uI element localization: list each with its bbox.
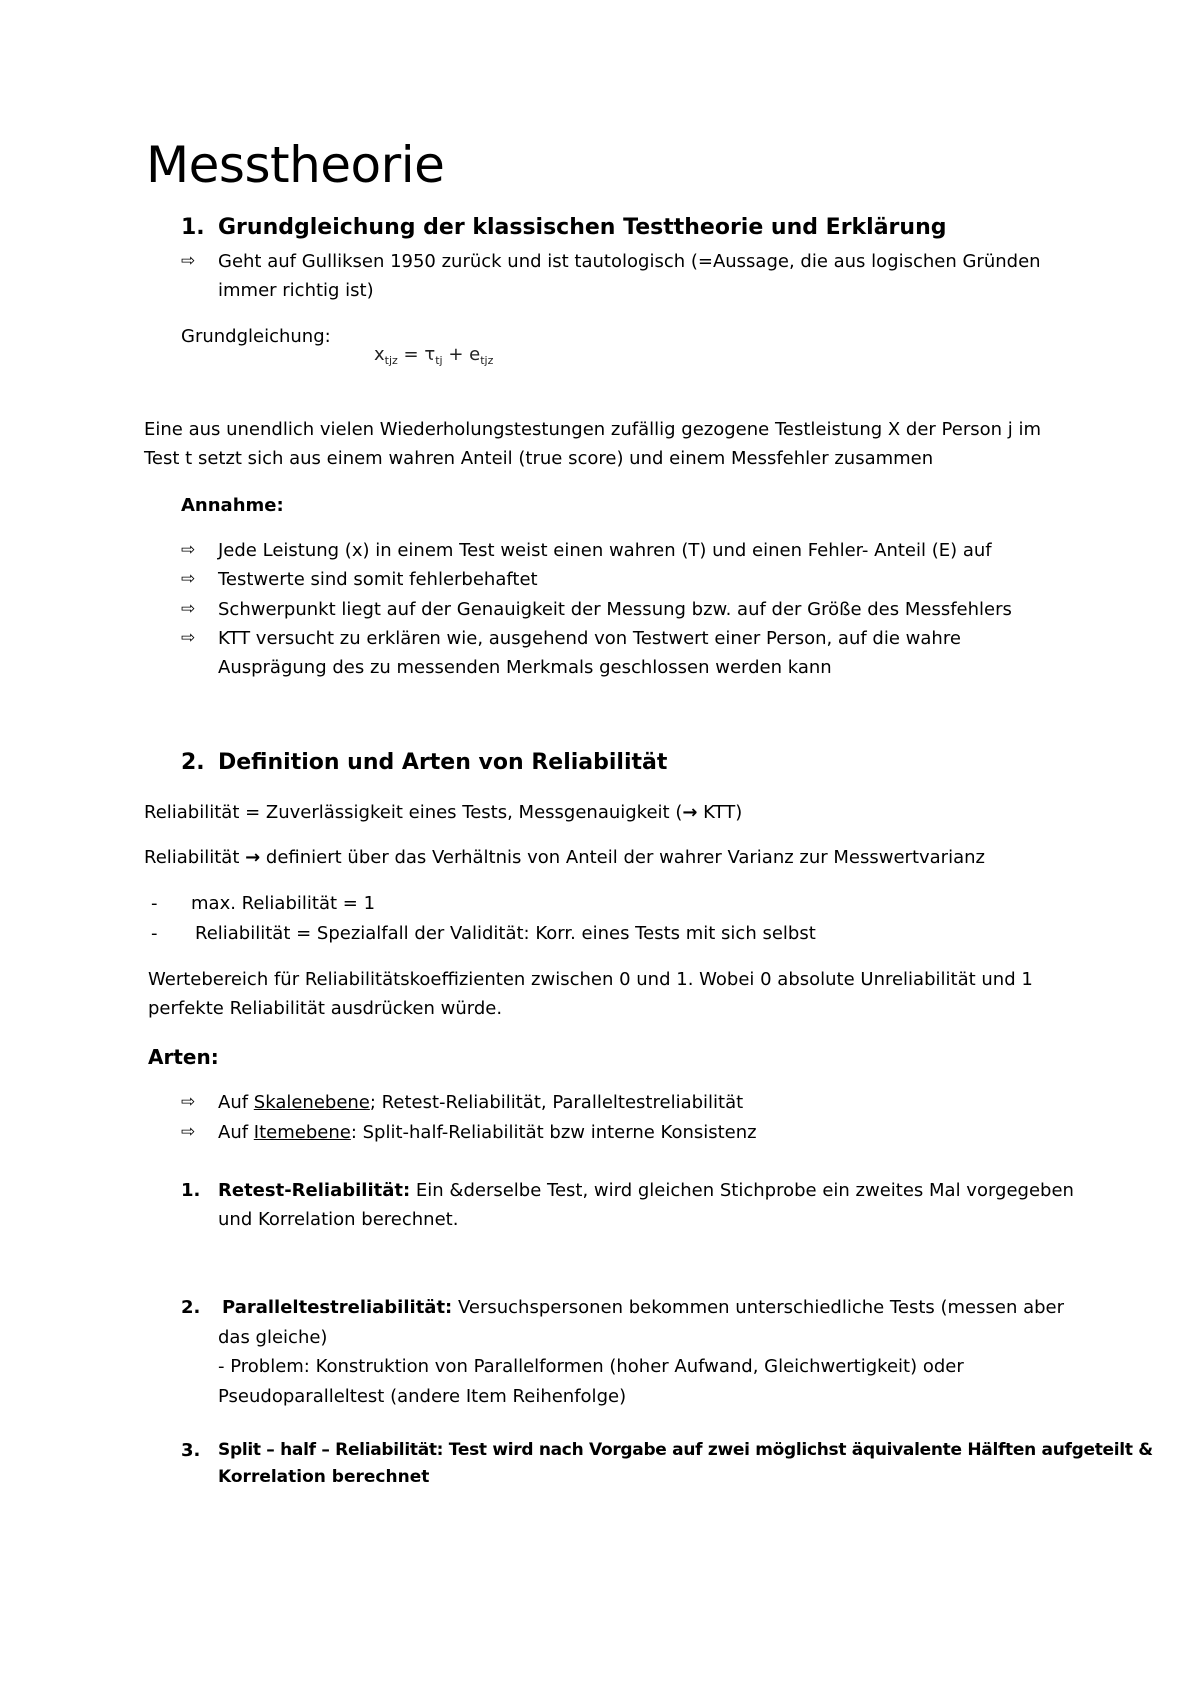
section-2-number: 2.: [181, 750, 205, 775]
section-1-heading: Grundgleichung der klassischen Testtheorie und Erklärung: [218, 215, 947, 240]
definition-2: [144, 849, 985, 867]
annahme-item: Testwerte sind somit fehlerbehaftet: [218, 569, 538, 590]
definition-2-end: definiert über das Verhältnis von Anteil der wahrer Varianz zur Messwertvarianz: [260, 847, 985, 868]
arrow-icon: ⇨: [181, 628, 196, 648]
arten-item-underlined: Itemebene: [253, 1122, 351, 1143]
arten-item-prefix: Auf: [218, 1122, 254, 1143]
numbered-item-number: 3.: [181, 1440, 201, 1461]
numbered-item-number: 1.: [181, 1180, 201, 1201]
formula-tau-sub: tj: [435, 354, 443, 367]
numbered-item-label: Paralleltestreliabilität:: [222, 1297, 453, 1318]
annahme-label: Annahme:: [181, 495, 284, 516]
right-arrow-icon: →: [245, 847, 261, 868]
section-1-number: 1.: [181, 215, 205, 240]
annahme-item: KTT versucht zu erklären wie, ausgehend von Testwert einer Person, auf die wahre: [218, 628, 961, 649]
numbered-item-cont: Korrelation berechnet: [218, 1467, 430, 1487]
numbered-item-cont: und Korrelation berechnet.: [218, 1209, 459, 1230]
arrow-icon: ⇨: [181, 1092, 196, 1112]
numbered-item-text: Versuchspersonen bekommen unterschiedliche Tests (messen aber: [452, 1297, 1065, 1318]
dash-icon: -: [151, 923, 158, 944]
range-paragraph: Wertebereich für Reliabilitätskoeffizienten zwischen 0 und 1. Wobei 0 absolute Unreliabilität und 1: [148, 969, 1033, 990]
formula-e: e: [469, 344, 481, 365]
numbered-item-text: Ein &derselbe Test, wird gleichen Stichprobe ein zweites Mal vorgegeben: [410, 1180, 1074, 1201]
arten-label: Arten:: [148, 1045, 219, 1069]
numbered-item: [222, 1299, 1064, 1317]
arten-item-rest: ; Retest-Reliabilität, Paralleltestreliabilität: [369, 1092, 744, 1113]
definition-2-start: Reliabilität: [144, 847, 246, 868]
dash-icon: -: [151, 893, 158, 914]
formula-label: Grundgleichung:: [181, 326, 331, 347]
definition-1-text: Reliabilität = Zuverlässigkeit eines Tests, Messgenauigkeit (: [144, 802, 683, 823]
formula-eq: =: [403, 344, 419, 365]
numbered-item-cont: - Problem: Konstruktion von Parallelformen (hoher Aufwand, Gleichwertigkeit) oder: [218, 1356, 964, 1377]
numbered-item-number: 2.: [181, 1297, 201, 1318]
numbered-item-cont: das gleiche): [218, 1327, 328, 1348]
definition-1: [144, 804, 742, 822]
paragraph: Eine aus unendlich vielen Wiederholungstestungen zufällig gezogene Testleistung X der Person j im: [144, 419, 1042, 440]
annahme-item: Schwerpunkt liegt auf der Genauigkeit der Messung bzw. auf der Größe des Messfehlers: [218, 599, 1012, 620]
arten-item-underlined: Skalenebene: [253, 1092, 370, 1113]
arten-item-prefix: Auf: [218, 1092, 254, 1113]
formula-x-sub: tjz: [384, 354, 398, 367]
formula-tau: τ: [424, 344, 436, 365]
arten-item-rest: : Split-half-Reliabilität bzw interne Konsistenz: [350, 1122, 757, 1143]
dash-item: Reliabilität = Spezialfall der Validität: Korr. eines Tests mit sich selbst: [195, 923, 816, 944]
arrow-icon: ⇨: [181, 540, 196, 560]
formula-plus: +: [448, 344, 464, 365]
formula: [374, 344, 493, 367]
annahme-item-cont: Ausprägung des zu messenden Merkmals geschlossen werden kann: [218, 657, 832, 678]
numbered-item-label: Retest-Reliabilität:: [218, 1180, 411, 1201]
arrow-icon: ⇨: [181, 599, 196, 619]
paragraph-cont: Test t setzt sich aus einem wahren Anteil (true score) und einem Messfehler zusammen: [144, 448, 934, 469]
numbered-item: Split – half – Reliabilität: Test wird nach Vorgabe auf zwei möglichst äquivalente Hälften aufgeteilt &: [218, 1440, 1153, 1460]
arten-item: [218, 1124, 757, 1142]
arrow-icon: ⇨: [181, 1122, 196, 1142]
formula-e-sub: tjz: [480, 354, 494, 367]
arrow-icon: ⇨: [181, 251, 196, 271]
numbered-item-cont: Pseudoparalleltest (andere Item Reihenfolge): [218, 1386, 627, 1407]
page-title: Messtheorie: [146, 136, 445, 194]
annahme-item: Jede Leistung (x) in einem Test weist einen wahren (T) und einen Fehler- Anteil (E) auf: [218, 540, 992, 561]
arrow-icon: ⇨: [181, 569, 196, 589]
section-2-heading: Definition und Arten von Reliabilität: [218, 750, 668, 775]
numbered-item: [218, 1182, 1074, 1200]
definition-1-end: KTT): [697, 802, 743, 823]
dash-item: max. Reliabilität = 1: [191, 893, 376, 914]
formula-x: x: [374, 344, 385, 365]
bullet-text-cont: immer richtig ist): [218, 280, 374, 301]
arten-item: [218, 1094, 743, 1112]
right-arrow-icon: →: [682, 802, 698, 823]
bullet-text: Geht auf Gulliksen 1950 zurück und ist tautologisch (=Aussage, die aus logischen Gründen: [218, 251, 1041, 272]
range-paragraph-cont: perfekte Reliabilität ausdrücken würde.: [148, 998, 503, 1019]
